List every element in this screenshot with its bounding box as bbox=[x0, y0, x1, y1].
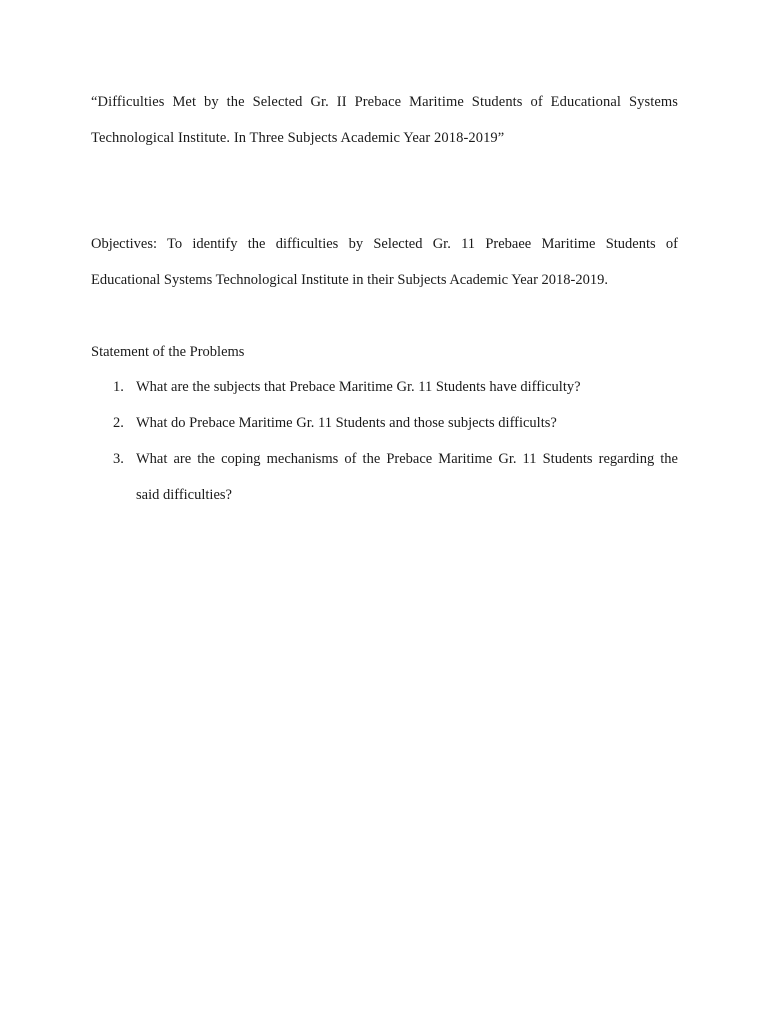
list-item-number: 1. bbox=[113, 379, 124, 395]
list-item bbox=[91, 405, 678, 441]
list-item-text bbox=[136, 441, 678, 513]
list-item-text bbox=[136, 369, 678, 405]
document-title bbox=[91, 84, 678, 156]
list-item bbox=[91, 441, 678, 513]
list-item-line: What do Prebace Maritime Gr. 11 Students and those subjects difficults? bbox=[136, 415, 557, 431]
list-item-line: What are the subjects that Prebace Maritime Gr. 11 Students have difficulty? bbox=[136, 379, 581, 395]
list-item-number: 3. bbox=[113, 451, 124, 467]
list-item-text bbox=[136, 405, 678, 441]
list-item-number: 2. bbox=[113, 415, 124, 431]
title-line-1: “Difficulties Met by the Selected Gr. II Prebace Maritime Students of Educational Systems bbox=[91, 94, 678, 110]
list-item bbox=[91, 369, 678, 405]
problems-heading: Statement of the Problems bbox=[91, 344, 245, 360]
list-item-line: said difficulties? bbox=[136, 487, 232, 503]
list-item-line: What are the coping mechanisms of the Prebace Maritime Gr. 11 Students regarding the bbox=[136, 451, 678, 467]
problems-list bbox=[91, 369, 678, 513]
title-line-2: Technological Institute. In Three Subjects Academic Year 2018-2019” bbox=[91, 130, 505, 146]
objectives-paragraph bbox=[91, 226, 678, 298]
objectives-line-1: Objectives: To identify the difficulties by Selected Gr. 11 Prebaee Maritime Students of bbox=[91, 236, 678, 252]
objectives-line-2: Educational Systems Technological Institute in their Subjects Academic Year 2018-2019. bbox=[91, 272, 608, 288]
